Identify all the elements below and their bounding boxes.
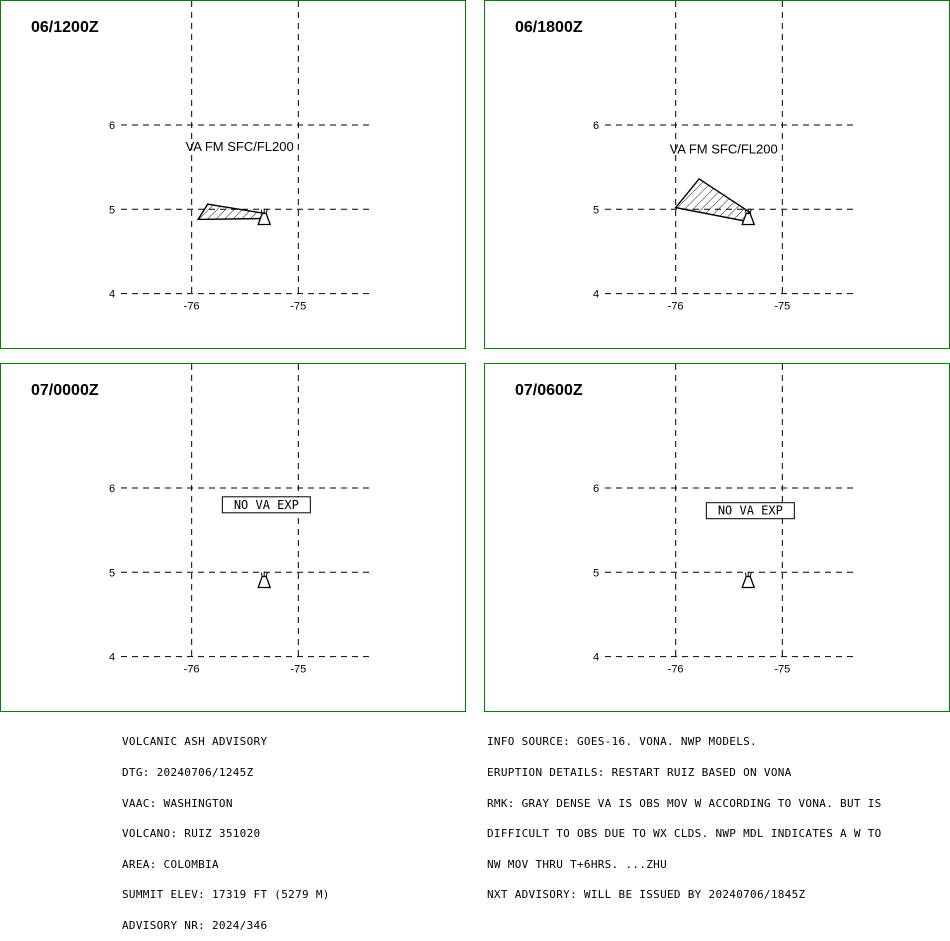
advisory-line: SUMMIT ELEV: 17319 FT (5279 M) — [122, 888, 330, 902]
y-tick-label: 6 — [593, 482, 600, 495]
y-tick-label: 4 — [593, 651, 600, 664]
advisory-line: NXT ADVISORY: WILL BE ISSUED BY 20240706/1845Z — [487, 888, 806, 902]
x-tick-label: -75 — [290, 663, 307, 676]
y-tick-label: 6 — [109, 482, 116, 495]
panel-title: 06/1200Z — [31, 19, 99, 36]
panel-label: VA FM SFC/FL200 — [185, 139, 294, 155]
advisory-line: AREA: COLOMBIA — [122, 857, 219, 871]
advisory-line: VOLCANIC ASH ADVISORY — [122, 735, 268, 749]
advisory-text-right — [487, 717, 882, 911]
panel-label: VA FM SFC/FL200 — [669, 141, 778, 157]
x-tick-label: -76 — [183, 300, 200, 313]
advisory-line: ADVISORY NR: 2024/346 — [122, 918, 268, 932]
map-plot-07-0000z — [1, 364, 466, 712]
y-tick-label: 5 — [109, 204, 116, 217]
y-tick-label: 6 — [593, 119, 600, 132]
panel-06-1200z — [0, 0, 466, 349]
volcano-triangle-icon — [258, 572, 270, 588]
panel-07-0000z — [0, 363, 466, 712]
y-tick-label: 5 — [593, 567, 600, 580]
y-tick-label: 5 — [593, 204, 600, 217]
panel-07-0600z — [484, 363, 950, 712]
y-tick-label: 6 — [109, 119, 116, 132]
x-tick-label: -75 — [774, 663, 791, 676]
x-tick-label: -76 — [183, 663, 200, 676]
advisory-line: VAAC: WASHINGTON — [122, 796, 233, 810]
panel-label: NO VA EXP — [717, 503, 783, 518]
advisory-line: DIFFICULT TO OBS DUE TO WX CLDS. NWP MDL INDICATES A W TO — [487, 827, 882, 841]
panel-title: 06/1800Z — [515, 19, 583, 36]
map-plot-07-0600z — [485, 364, 950, 712]
advisory-line: VOLCANO: RUIZ 351020 — [122, 827, 261, 841]
map-plot-06-1800z — [485, 1, 950, 349]
panel-title: 07/0000Z — [31, 382, 99, 399]
volcano-triangle-icon — [742, 572, 754, 588]
x-tick-label: -76 — [667, 663, 684, 676]
advisory-line: RMK: GRAY DENSE VA IS OBS MOV W ACCORDING TO VONA. BUT IS — [487, 796, 882, 810]
panel-label: NO VA EXP — [233, 497, 299, 512]
ash-cloud-polygon — [198, 204, 265, 219]
advisory-text-left — [122, 717, 330, 941]
panel-06-1800z — [484, 0, 950, 349]
advisory-line: INFO SOURCE: GOES-16. VONA. NWP MODELS. — [487, 735, 757, 749]
map-plot-06-1200z — [1, 1, 466, 349]
panel-title: 07/0600Z — [515, 382, 583, 399]
x-tick-label: -75 — [290, 300, 307, 313]
advisory-line: DTG: 20240706/1245Z — [122, 766, 254, 779]
advisory-line: NW MOV THRU T+6HRS. ...ZHU — [487, 857, 667, 871]
y-tick-label: 4 — [593, 288, 600, 301]
ash-cloud-polygon — [676, 179, 751, 221]
y-tick-label: 4 — [109, 651, 116, 664]
y-tick-label: 4 — [109, 288, 116, 301]
advisory-line: ERUPTION DETAILS: RESTART RUIZ BASED ON VONA — [487, 766, 792, 779]
x-tick-label: -76 — [667, 300, 684, 313]
x-tick-label: -75 — [774, 300, 791, 313]
y-tick-label: 5 — [109, 567, 116, 580]
